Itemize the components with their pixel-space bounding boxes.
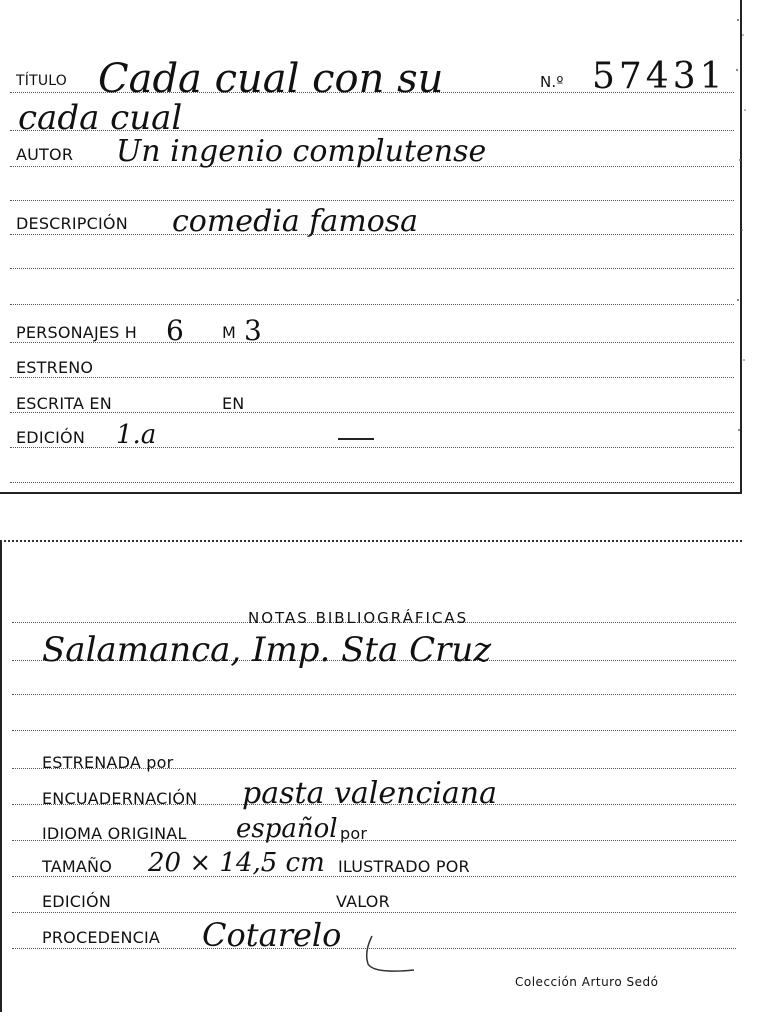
descripcion-label: DESCRIPCIÓN — [16, 214, 128, 233]
ilustrado-label: ILUSTRADO POR — [338, 857, 470, 876]
notas-value: Salamanca, Imp. Sta Cruz — [42, 630, 492, 670]
autor-label: AUTOR — [16, 145, 74, 164]
descripcion-value: comedia famosa — [172, 204, 419, 239]
dotted-rule — [10, 482, 734, 483]
catalog-card-front — [0, 0, 742, 494]
idioma-value: español — [236, 814, 338, 844]
numero-label: N.º — [540, 73, 564, 91]
estrenada-label: ESTRENADA por — [42, 753, 174, 772]
edicion-label: EDICIÓN — [16, 428, 86, 447]
personajes-m-value: 3 — [244, 314, 262, 347]
encuadernacion-label: ENCUADERNACIÓN — [42, 789, 198, 808]
dotted-rule — [12, 876, 736, 877]
autor-value: Un ingenio complutense — [116, 134, 487, 169]
collection-footer: Colección Arturo Sedó — [515, 975, 659, 989]
catalog-card-back — [0, 540, 742, 1012]
encuadernacion-value: pasta valenciana — [242, 776, 497, 811]
personajes-label: PERSONAJES H — [16, 323, 138, 342]
dotted-rule — [10, 412, 734, 413]
dotted-rule — [10, 377, 734, 378]
dotted-rule — [12, 912, 736, 913]
dotted-rule — [10, 268, 734, 269]
personajes-m-label: M — [222, 323, 237, 342]
valor-label: VALOR — [336, 892, 390, 911]
numero-value: 57431 — [592, 56, 727, 97]
estreno-label: ESTRENO — [16, 358, 94, 377]
personajes-h-value: 6 — [166, 314, 184, 347]
edge-specks — [734, 0, 752, 492]
dotted-rule — [10, 200, 734, 201]
dotted-rule — [10, 342, 734, 343]
notas-heading: NOTAS BIBLIOGRÁFICAS — [248, 609, 469, 627]
tamano-value: 20 × 14,5 cm — [148, 848, 325, 878]
dotted-rule — [10, 304, 734, 305]
edicion-label: EDICIÓN — [42, 892, 112, 911]
dash-mark — [338, 438, 374, 440]
edicion-value: 1.a — [116, 420, 157, 450]
dotted-rule — [12, 694, 736, 695]
tamano-label: TAMAÑO — [42, 857, 112, 876]
idioma-label: IDIOMA ORIGINAL — [42, 824, 187, 843]
titulo-value-line1: Cada cual con su — [98, 56, 444, 102]
procedencia-value: Cotarelo — [202, 916, 342, 954]
pencil-mark — [354, 934, 424, 978]
procedencia-label: PROCEDENCIA — [42, 928, 161, 947]
dotted-rule — [12, 730, 736, 731]
escrita-label: ESCRITA EN — [16, 394, 112, 413]
escrita-en-label: EN — [222, 394, 245, 413]
titulo-value-line2: cada cual — [18, 98, 183, 138]
titulo-label: TÍTULO — [16, 73, 67, 89]
idioma-por-label: por — [340, 824, 368, 843]
